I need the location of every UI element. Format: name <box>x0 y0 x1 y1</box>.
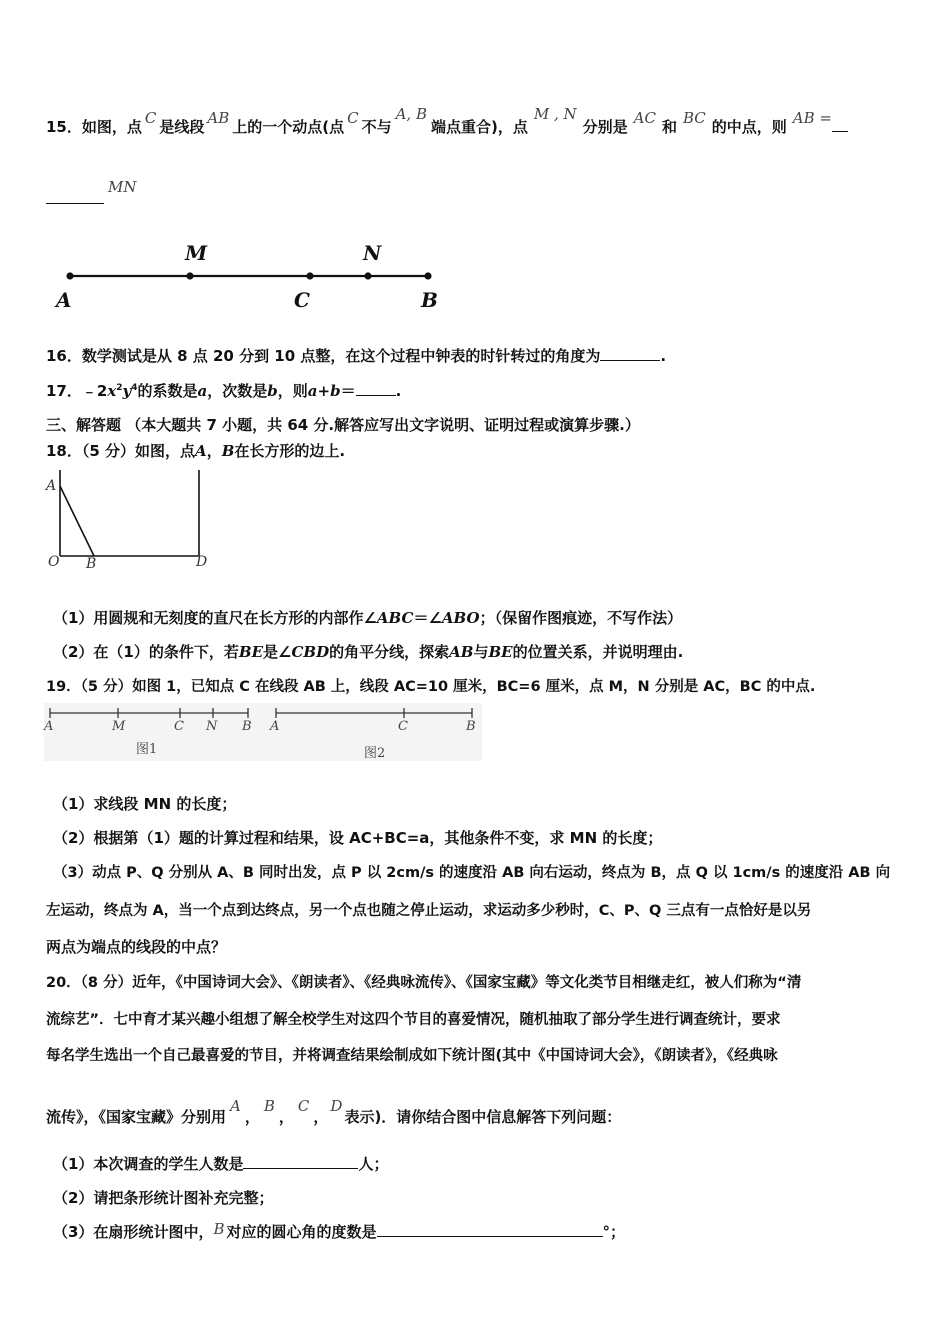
q19-part2: （2）根据第（1）题的计算过程和结果，设 AC+BC=a，其他条件不变，求 MN 的长度； <box>53 829 663 847</box>
fig2-label-B: B <box>466 719 476 734</box>
fig1-label-A: A <box>44 719 54 734</box>
segment-MN-symbol: MN <box>108 178 137 196</box>
fig2-label-C: C <box>398 719 408 734</box>
answer-blank-q20-3[interactable] <box>377 1224 603 1237</box>
rect-label-O: O <box>48 554 60 570</box>
q19-part1: （1）求线段 MN 的长度； <box>53 795 237 813</box>
rect-label-D: D <box>196 554 208 570</box>
answer-blank-q20-1[interactable] <box>243 1156 358 1169</box>
fig1-label-M: M <box>112 719 126 734</box>
endpoints-AB-symbol: A, B <box>395 105 427 123</box>
q20-line3: 每名学生选出一个自己最喜爱的节目，并将调查结果绘制成如下统计图(其中《中国诗词大会》，《朗读者》，《经典咏 <box>46 1048 778 1064</box>
q17-line: 17．$﹣2x^2y^4$的系数是a，次数是b，则a+b＝ . <box>46 382 402 400</box>
fig2-caption: 图2 <box>364 746 386 761</box>
section-3-header: 三、解答题 （本大题共 7 小题，共 64 分.解答应写出文字说明、证明过程或演算步骤.） <box>46 416 640 434</box>
segment-AB-symbol: AB <box>207 109 230 127</box>
q16-line: 16．数学测试是从 8 点 20 分到 10 点整，在这个过程中钟表的时针转过的角度为 . <box>46 347 667 365</box>
q15-line1: 15．如图，点 C 是线段 AB 上的一个动点(点 C 不与A, B端点重合)，点M , N分别是 AC 和 BC 的中点，则 AB = <box>46 116 848 137</box>
fig1-segment <box>50 708 248 718</box>
q18-part1: （1）用圆规和无刻度的直尺在长方形的内部作∠ABC＝∠ABO；（保留作图痕迹，不写作法） <box>53 609 683 627</box>
rect-label-B: B <box>86 556 97 572</box>
segment-AC-symbol: AC <box>633 109 656 127</box>
q18-header: 18．（5 分）如图，点A，B在长方形的边上. <box>46 442 346 460</box>
q19-part3-line1: （3）动点 P、Q 分别从 A、B 同时出发，点 P 以 2cm/s 的速度沿 AB 向右运动，终点为 B，点 Q 以 1cm/s 的速度沿 AB 向 <box>53 865 891 881</box>
fig1-label-N: N <box>206 719 218 734</box>
rect-label-A: A <box>46 478 57 494</box>
q18-part2: （2）在（1）的条件下，若BE是∠CBD的角平分线，探索AB与BE的位置关系，并说明理由. <box>53 643 684 661</box>
label-C: C <box>294 288 310 312</box>
fig1-label-B: B <box>242 719 252 734</box>
q19-part3-line2: 左运动，终点为 A，当一个点到达终点，另一个点也随之停止运动，求运动多少秒时，C、P、Q 三点有一点恰好是以另 <box>46 903 812 919</box>
q19-header: 19．（5 分）如图 1，已知点 C 在线段 AB 上，线段 AC=10 厘米，BC=6 厘米，点 M，N 分别是 AC，BC 的中点. <box>46 679 816 695</box>
segment-BC-symbol: BC <box>683 109 706 127</box>
fig2-label-A: A <box>270 719 280 734</box>
q20-part3: （3）在扇形统计图中，B 对应的圆心角的度数是 °； <box>53 1220 626 1241</box>
point-C-symbol: C <box>144 109 157 127</box>
q20-line4: 流传》，《国家宝藏》分别用A，B，C，D表示)．请你结合图中信息解答下列问题： <box>46 1097 622 1126</box>
fig1-label-C: C <box>174 719 184 734</box>
label-B: B <box>421 288 438 312</box>
points-MN-symbol: M , N <box>533 105 577 123</box>
fig1-caption: 图1 <box>136 742 158 757</box>
q20-line2: 流综艺”．七中育才某兴趣小组想了解全校学生对这四个节目的喜爱情况，随机抽取了部分学生进行调查统计，要求 <box>46 1012 781 1028</box>
fig2-segment <box>276 708 472 718</box>
q19-part3-line3: 两点为端点的线段的中点？ <box>46 938 227 956</box>
expr-AB-equals: AB = <box>792 109 832 127</box>
label-A: A <box>56 288 72 312</box>
q20-part1: （1）本次调查的学生人数是 人； <box>53 1155 389 1173</box>
label-N: N <box>363 241 382 265</box>
q20-part2: （2）请把条形统计图补充完整； <box>53 1189 274 1207</box>
q20-line1: 20．（8 分）近年，《中国诗词大会》、《朗读者》、《经典咏流传》、《国家宝藏》等文化类节目相继走红，被人们称为“清 <box>46 975 802 991</box>
label-M: M <box>185 241 208 265</box>
